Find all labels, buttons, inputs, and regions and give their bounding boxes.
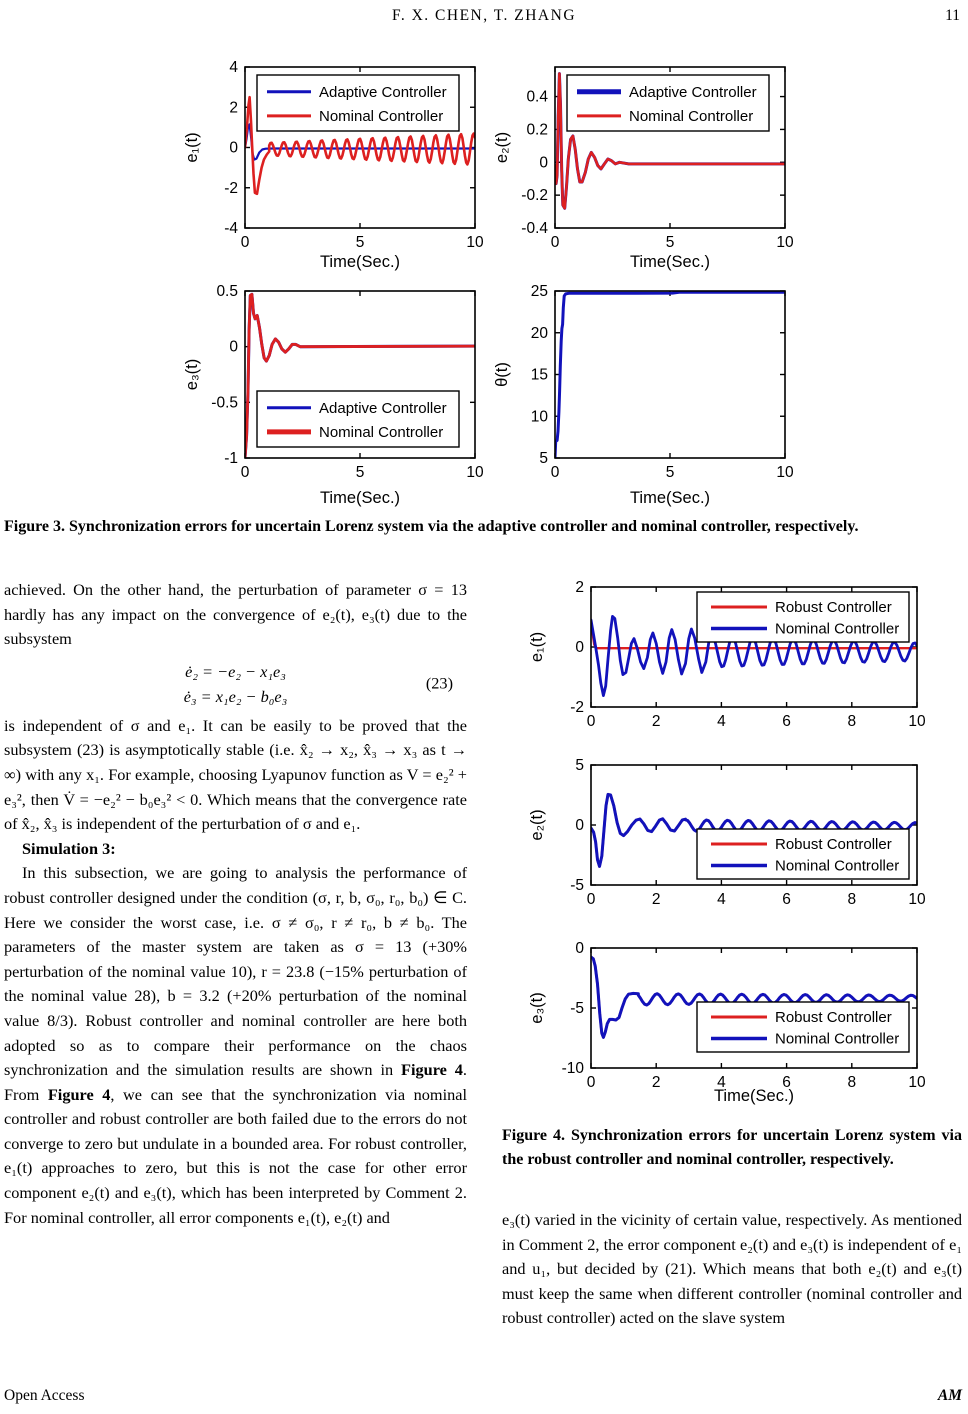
x-axis-label: Time(Sec.) — [319, 489, 401, 507]
f3c-svg — [183, 283, 483, 508]
x-tick-label: 10 — [776, 234, 793, 251]
x-tick-label: 2 — [651, 1074, 661, 1091]
y-axis-label: e₃(t) — [183, 358, 201, 391]
figure4-e2-plot — [520, 753, 960, 915]
x-tick-label: 5 — [665, 234, 675, 251]
x-tick-label: 0 — [550, 464, 560, 481]
figure3-theta-plot — [493, 283, 793, 508]
x-tick-label: 0 — [240, 234, 250, 251]
x-tick-label: 4 — [717, 713, 726, 730]
legend-label: Nominal Controller — [775, 857, 900, 875]
legend-label: Nominal Controller — [629, 107, 754, 125]
x-tick-label: 8 — [847, 713, 857, 730]
y-axis-label: e₃(t) — [528, 992, 546, 1024]
y-tick-label: -2 — [224, 179, 238, 197]
y-tick-label: 0 — [575, 940, 584, 957]
x-tick-label: 2 — [651, 891, 661, 908]
y-tick-label: 15 — [530, 366, 548, 384]
f3b-svg — [493, 57, 793, 272]
f4a-svg — [520, 575, 960, 737]
figure4-e1-plot — [520, 575, 960, 737]
paragraph-stability: is independent of σ and e₁. It can be easily to be proved that the subsystem (23) is asymptotically stable (i.e. x̂₂ → x₂, x̂₃ → x₃ as t → ∞) with any x₁. For example, choosing Lyapunov function as V = e₂² + e₃², then V̇ = −e₂² − b₀e₃² < 0. Which means that the convergence rate of x̂₂, x̂₃ is independent of the perturbation of σ and e₁. — [4, 715, 467, 834]
y-tick-label: -5 — [570, 1000, 584, 1017]
x-tick-label: 6 — [782, 713, 791, 730]
y-axis-label: e₂(t) — [528, 809, 546, 841]
x-tick-label: 10 — [466, 464, 483, 481]
legend-label: Adaptive Controller — [319, 83, 447, 101]
header-authors: F. X. CHEN, T. ZHANG — [391, 7, 577, 24]
x-tick-label: 0 — [240, 464, 250, 481]
legend-label: Nominal Controller — [319, 423, 444, 441]
legend-label: Nominal Controller — [775, 1030, 900, 1048]
x-tick-label: 6 — [782, 891, 791, 908]
x-tick-label: 5 — [665, 464, 675, 481]
simulation3-heading: Simulation 3: — [22, 838, 116, 858]
y-tick-label: 20 — [530, 324, 548, 342]
figure3-e2-plot — [493, 57, 793, 272]
y-tick-label: 0.5 — [216, 283, 238, 300]
x-axis-label: Time(Sec.) — [319, 253, 401, 271]
y-tick-label: -10 — [561, 1060, 584, 1077]
x-tick-label: 5 — [355, 464, 365, 481]
y-tick-label: 0 — [539, 154, 548, 172]
x-tick-label: 8 — [847, 1074, 857, 1091]
legend-label: Robust Controller — [775, 1009, 892, 1026]
y-tick-label: -0.5 — [211, 394, 238, 412]
y-tick-label: 0 — [575, 639, 584, 656]
legend-label: Adaptive Controller — [319, 399, 447, 417]
equation-23 — [4, 659, 467, 709]
legend-label: Nominal Controller — [775, 620, 900, 638]
y-tick-label: 0.2 — [526, 121, 548, 139]
y-axis-label: e₁(t) — [183, 132, 201, 163]
f4b-svg — [520, 753, 960, 915]
x-axis-label: Time(Sec.) — [629, 489, 711, 507]
x-tick-label: 10 — [908, 891, 926, 908]
legend-label: Robust Controller — [775, 599, 892, 616]
footer-open-access: Open Access — [4, 1387, 85, 1404]
paragraph-right-column: e₃(t) varied in the vicinity of certain value, respectively. As mentioned in Comment 2, the error component e₂(t) and e₃(t) is independent of e₁ and u₁, but decided by (21). Which means that both e₂(t) and e₃(t) must keep the same when different controller (nominal controller and robust controller) acted on the slave system — [502, 1210, 962, 1328]
legend-label: Robust Controller — [775, 836, 892, 853]
equation-23-line2: ė₃ = x₁e₂ − b₀e₃ — [183, 686, 288, 706]
paragraph-subsystem-intro: achieved. On the other hand, the perturbation of parameter σ = 13 hardly has any impact on the convergence of e₂(t), e₃(t) due to the subsystem — [4, 580, 467, 649]
y-axis-label: e₂(t) — [493, 131, 511, 164]
x-tick-label: 10 — [776, 464, 793, 481]
y-tick-label: 0 — [229, 338, 238, 356]
x-axis-label: Time(Sec.) — [713, 1087, 795, 1105]
x-tick-label: 5 — [355, 234, 365, 251]
y-tick-label: 2 — [229, 99, 238, 117]
y-tick-label: 0.4 — [526, 88, 548, 106]
figure4-e3-plot — [520, 936, 960, 1106]
paragraph-simulation3: In this subsection, we are going to analysis the performance of robust controller designed under the condition (σ, r, b, σ₀, r₀, b₀) ∈ C. Here we consider the worst case, i.e. σ ≠ σ₀, r ≠ r₀, b ≠ b₀. The parameters of the master system are taken as σ = 13 (+30% perturbation of the nominal value 10), r = 23.8 (−15% perturbation of the nominal value 28), b = 3.2 (+20% perturbation of the nominal value 8/3). Robust controller and nominal controller are here both adopted so as to compare their performance on the chaos synchronization and the simulation results are shown in Figure 4. From Figure 4, we can see that the synchronization via nominal controller and robust controller are both failed due to the errors do not converge to zero but undulate in a bounded area. For robust controller, e₁(t) approaches to zero, but this is not the case for other error component e₂(t) and e₃(t), which has been interpreted by Comment 2. For nominal controller, all error components e₁(t), e₂(t) and — [4, 863, 467, 1227]
equation-23-line1: ė₂ = −e₂ − x₁e₃ — [185, 661, 286, 681]
x-tick-label: 0 — [586, 891, 596, 908]
y-tick-label: -1 — [224, 450, 238, 467]
y-tick-label: 25 — [530, 283, 548, 300]
x-tick-label: 2 — [651, 713, 661, 730]
y-tick-label: 5 — [575, 757, 584, 774]
y-tick-label: -0.4 — [521, 220, 548, 237]
y-tick-label: 0 — [575, 817, 584, 834]
y-axis-label: θ(t) — [493, 362, 511, 387]
y-tick-label: 0 — [229, 139, 238, 157]
x-tick-label: 4 — [717, 1074, 726, 1091]
figure3-e3-plot — [183, 283, 483, 508]
x-tick-label: 6 — [782, 1074, 791, 1091]
footer-journal-mark: AM — [937, 1387, 962, 1404]
f4c-svg — [520, 936, 960, 1106]
f3a-svg — [183, 57, 483, 272]
y-tick-label: -4 — [224, 220, 238, 237]
y-tick-label: -0.2 — [521, 187, 548, 205]
y-tick-label: 10 — [530, 408, 548, 426]
y-axis-label: e₁(t) — [528, 631, 546, 663]
header-page-number: 11 — [945, 7, 960, 24]
x-tick-label: 10 — [908, 713, 926, 730]
equation-23-number: (23) — [425, 673, 453, 693]
y-tick-label: 4 — [229, 59, 238, 76]
y-tick-label: -2 — [570, 699, 584, 716]
y-tick-label: 2 — [575, 579, 584, 596]
x-tick-label: 8 — [847, 891, 857, 908]
x-tick-label: 0 — [586, 1074, 596, 1091]
legend-label: Adaptive Controller — [629, 83, 757, 101]
x-tick-label: 4 — [717, 891, 726, 908]
x-tick-label: 10 — [466, 234, 483, 251]
left-column — [4, 578, 467, 1230]
x-tick-label: 0 — [550, 234, 560, 251]
y-tick-label: 5 — [539, 450, 548, 467]
figure4-caption: Figure 4. Synchronization errors for uncertain Lorenz system via the robust controller and nominal controller, respectively. — [502, 1127, 962, 1168]
f3d-svg — [493, 283, 793, 508]
x-axis-label: Time(Sec.) — [629, 253, 711, 271]
legend-label: Nominal Controller — [319, 107, 444, 125]
x-tick-label: 0 — [586, 713, 596, 730]
x-tick-label: 10 — [908, 1074, 926, 1091]
figure3-caption: Figure 3. Synchronization errors for uncertain Lorenz system via the adaptive controller and nominal controller, respectively. — [4, 518, 859, 535]
figure3-e1-plot — [183, 57, 483, 272]
y-tick-label: -5 — [570, 877, 584, 894]
